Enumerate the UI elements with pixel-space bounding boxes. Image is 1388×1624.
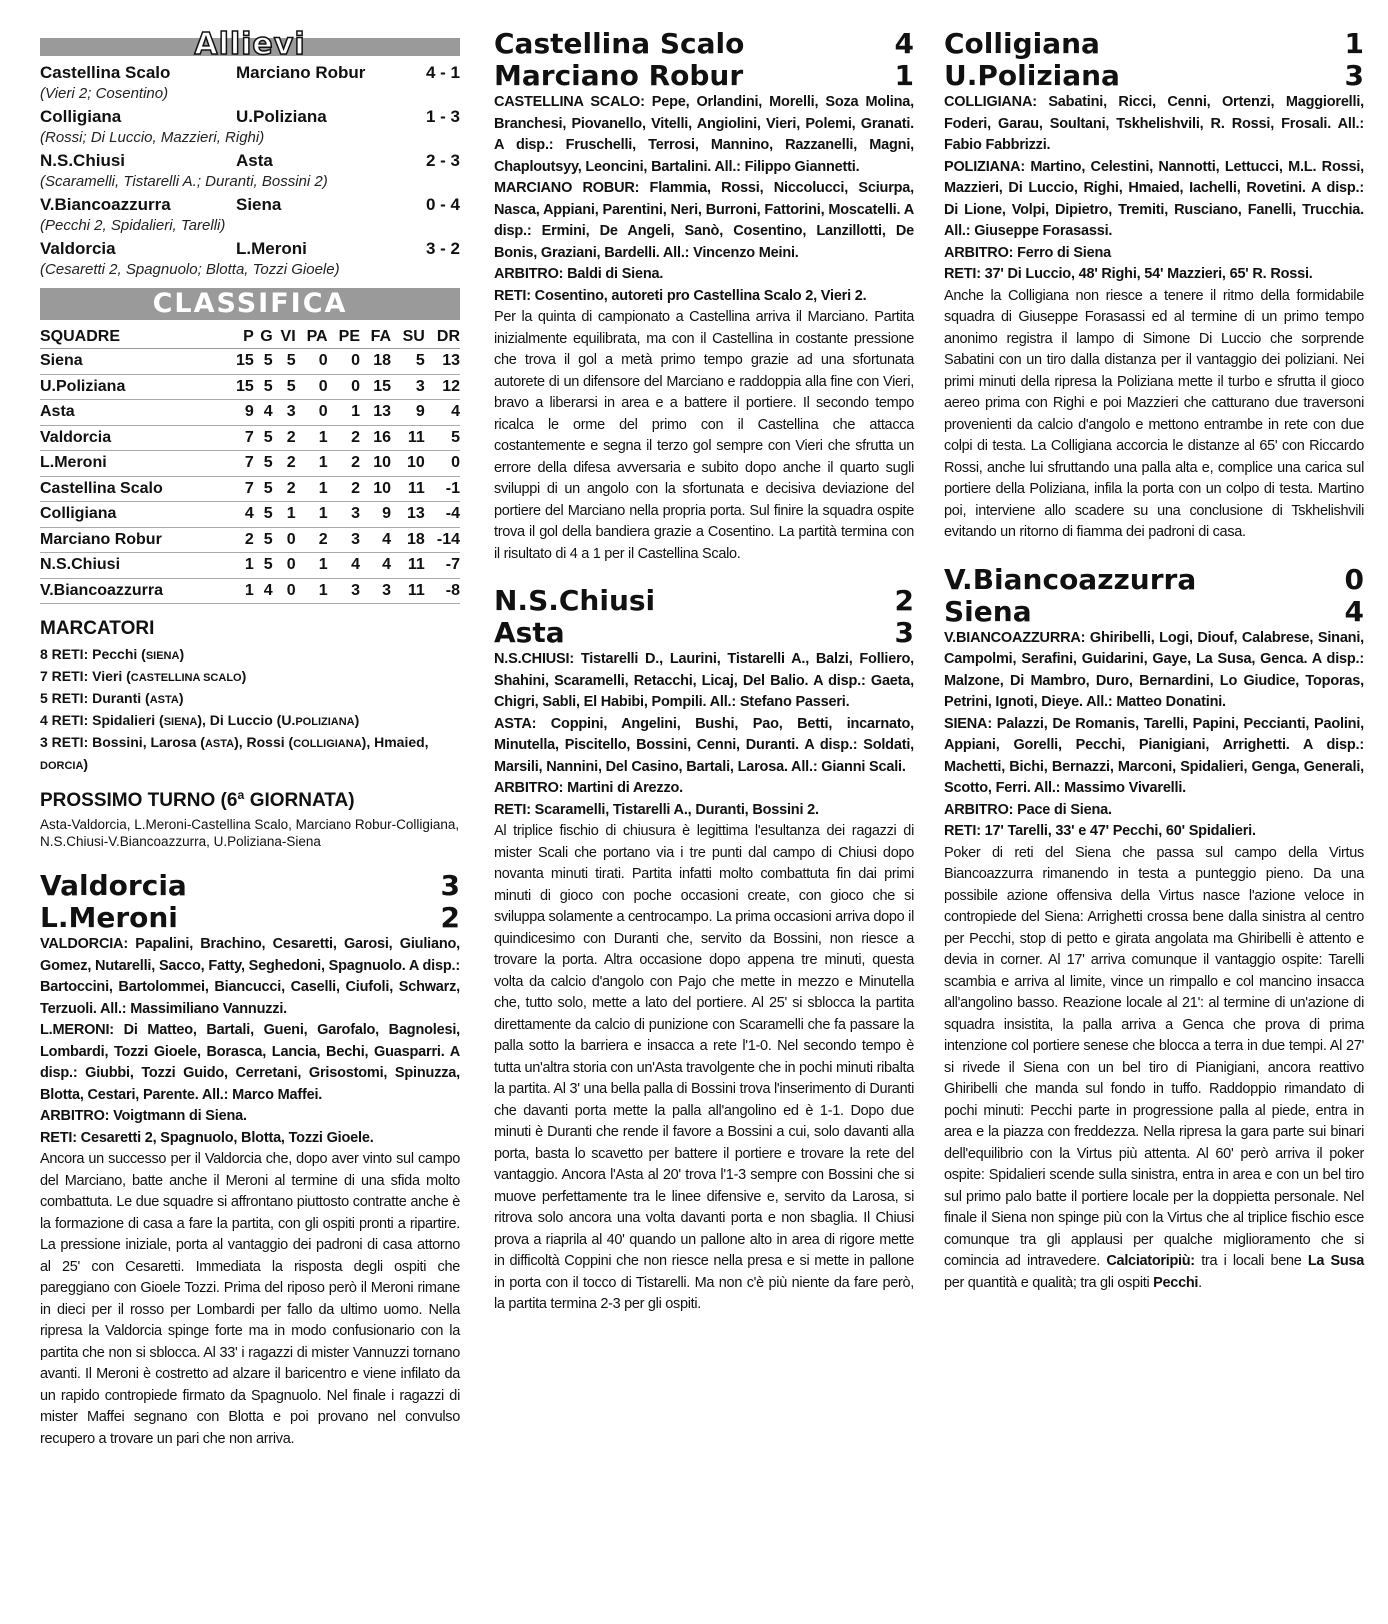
best-text-2: per quantità e qualità; tra gli ospiti <box>944 1274 1154 1291</box>
match-header-colligiana <box>944 28 1364 92</box>
home-team: Valdorcia <box>40 869 187 902</box>
stat-cell: 0 <box>273 553 296 579</box>
stat-cell: -7 <box>425 553 460 579</box>
scorer-text: ), Rossi ( <box>234 734 294 750</box>
home-lineup: N.S.CHIUSI: Tistarelli D., Laurini, Tistarelli A., Balzi, Folliero, Shahini, Scaramelli, Retacchi, Licaj, Del Balio. A disp.: Gaeta, Chigri, Sabli, El Habibi, Pompili. All.: Stefano Passeri. <box>494 651 914 710</box>
column-left <box>40 28 460 1450</box>
stat-cell: 4 <box>425 400 460 426</box>
team-name: Marciano Robur <box>40 527 227 553</box>
marcatori-list <box>40 644 460 776</box>
scorer-text: ), Di Luccio (U. <box>197 712 296 728</box>
score: 3 - 2 <box>425 239 460 258</box>
stat-cell: 1 <box>296 578 328 604</box>
referee: ARBITRO: Baldi di Siena. <box>494 266 664 282</box>
stat-cell: 0 <box>273 578 296 604</box>
classifica-header-row <box>40 326 460 349</box>
stat-cell: 2 <box>227 527 254 553</box>
classifica-table <box>40 326 460 604</box>
table-row <box>40 502 460 528</box>
goals: RETI: Cesaretti 2, Spagnuolo, Blotta, Tozzi Gioele. <box>40 1129 374 1146</box>
home-lineup: COLLIGIANA: Sabatini, Ricci, Cenni, Ortenzi, Maggiorelli, Foderi, Garau, Soultani, Tskhelishvili, R. Rossi, Frosali. All.: Fabio Fabbrizzi. <box>944 94 1364 153</box>
table-row <box>40 425 460 451</box>
stat-cell: 16 <box>360 425 391 451</box>
stat-cell: 5 <box>425 425 460 451</box>
stat-cell: 12 <box>425 374 460 400</box>
report-text: Poker di reti del Siena che passa sul campo della Virtus Biancoazzurra rimanendo in testa a punteggio pieno. Da una possibile azione offensiva della Virtus nasce l'azione veloce in contropiede del Siena: Arrighetti crossa bene dalla sinistra al centro per Pecchi, stop di petto e girata angolata ma Ghiribelli è attento e devia in corner. Al 17' arriva comunque il vantaggio ospite: Tarelli scambia e arriva al limite, vince un rimpallo e col mancino insacca all'angolino basso. Reazione locale al 21': al termine di un'azione di squadra insistita, la palla arriva a Genca che prova di prima intenzione col portiere senese che blocca a terra in due tempi. Al 27' si rivede il Siena con un bel tiro di Pianigiani, ancora reattivo Ghiribelli che manda sul fondo in tuffo. Raddoppio rimandato di pochi minuti: Pecchi parte in progressione palla al piede, entra in area e la piazza con freddezza. Nella ripresa la gara parte sui binari dell'equilibrio con la Virtus più attenta. Al 60' però arriva il poker ospite: Spidalieri scende sulla sinistra, entra in area e con un bel tiro sul primo palo batte il portiere locale per la doppietta personale. Nel finale il Siena non spinge più con la Virtus che al triplice fischio esce comunque tra gli applausi per qualche miglioramento che si comincia ad intravedere. <box>944 844 1364 1269</box>
match-header-biancoazzurra <box>944 564 1364 628</box>
team-name: N.S.Chiusi <box>40 553 227 579</box>
stat-cell: 5 <box>273 374 296 400</box>
stat-cell: 0 <box>296 349 328 375</box>
goals-label: 4 RETI: <box>40 712 89 728</box>
scorer-text: Bossini, Larosa ( <box>92 734 205 750</box>
stat-cell: 15 <box>227 374 254 400</box>
allievi-banner <box>40 27 460 62</box>
best-text-1: tra i locali bene <box>1194 1253 1308 1269</box>
scorer-line <box>40 732 460 776</box>
stat-cell: 2 <box>328 425 360 451</box>
stat-cell: 18 <box>360 349 391 375</box>
scorer-text: ) <box>83 756 89 772</box>
away-score: 3 <box>1344 59 1364 92</box>
stat-cell: 5 <box>254 425 273 451</box>
scorer-text: Spidalieri ( <box>92 712 164 728</box>
team-name: V.Biancoazzurra <box>40 578 227 604</box>
stat-cell: 5 <box>254 374 273 400</box>
team-name: Asta <box>40 400 227 426</box>
stat-cell: 11 <box>391 476 425 502</box>
stat-cell: 15 <box>227 349 254 375</box>
scorer-line <box>40 710 460 732</box>
scorer-line <box>40 666 460 688</box>
home-score: 2 <box>894 584 914 617</box>
column-header: G <box>254 326 273 349</box>
score: 0 - 4 <box>425 195 460 214</box>
home-lineup: CASTELLINA SCALO: Pepe, Orlandini, Morelli, Soza Molina, Branchesi, Piovanello, Vitelli, Angiolini, Vieri, Polemi, Granati. A disp.: Fruschelli, Terrosi, Mannino, Razzanelli, Magni, Chaploutsyy, Leoncini, Bartalini. All.: Filippo Giannetti. <box>494 94 914 175</box>
away-team: L.Meroni <box>236 239 307 258</box>
scorer-text: Duranti ( <box>92 690 150 706</box>
home-team: N.S.Chiusi <box>40 151 126 170</box>
away-team: Marciano Robur <box>494 59 744 92</box>
stat-cell: 1 <box>296 476 328 502</box>
stat-cell: 4 <box>254 578 273 604</box>
match-header-castellina <box>494 28 914 92</box>
away-lineup: ASTA: Coppini, Angelini, Bushi, Pao, Betti, incarnato, Minutella, Piscitello, Bossini, Cenni, Duranti. A disp.: Soldati, Marsili, Nannini, Del Casino, Bartali, Larosa. All.: Gianni Scali. <box>494 715 914 775</box>
stat-cell: 7 <box>227 476 254 502</box>
away-score: 3 <box>894 616 914 649</box>
stat-cell: 2 <box>296 527 328 553</box>
stat-cell: 1 <box>296 451 328 477</box>
best-home-player: La Susa <box>1307 1253 1364 1269</box>
stat-cell: 5 <box>254 527 273 553</box>
stat-cell: 2 <box>273 476 296 502</box>
stat-cell: 5 <box>254 476 273 502</box>
score: 4 - 1 <box>425 63 460 82</box>
stat-cell: 7 <box>227 451 254 477</box>
stat-cell: 1 <box>227 578 254 604</box>
stat-cell: 0 <box>425 451 460 477</box>
scorers: (Scaramelli, Tistarelli A.; Duranti, Bossini 2) <box>40 173 328 190</box>
stat-cell: 1 <box>296 553 328 579</box>
match-report: Al triplice fischio di chiusura è legittima l'esultanza dei ragazzi di mister Scali che portano via i tre punti dal campo di Chiusi dopo novanta minuti tirati. Partita infatti molto combattuta fin dai primi minuti di gioco con poche occasioni create, con gioco che si sviluppa solamente a centrocampo. La prima occasioni arriva dopo il quindicesimo con Duranti che, servito da Bossini, non riesce a trovare la porta. Altra occasione dopo appena tre minuti, questa volta da calcio d'angolo con Pajo che mette in mezzo e Minutella che, tutto solo, mette a lato del portiere. Al 25' si sblocca la partita direttamente da calcio di punizione con Scaramelli che fa passare la palla sotto la barriera e insacca a rete l'1-0. Nel secondo tempo è tutta un'altra storia con un'Asta travolgente che in pochi minuti ribalta la partita. Al 3' una bella palla di Bossini trova l'inserimento di Duranti che davanti porta mette la palla all'angolino ed è 1-1. Dopo due minuti è Duranti che rende il favore a Bossini a cui, solo davanti alla porta, basta lo scavetto per battere il portiere e trovare la rete del vantaggio. Ancora l'Asta al 20' trova l'1-3 sempre con Bossini che si muove perfettamente tra le linee difensive e, servito da Larosa, si ritrova solo ancora una volta davanti porta e non sbaglia. Il Chiusi prova a riaprila al 40' quando un pallone alto in area di rigore mette in difficoltà Coppini che non riesce nella presa e si mette in pallone in porta con il tocco di Tistarelli. Ma non c'è più niente da fare però, la partita termina 2-3 per gli ospiti. <box>494 823 914 1312</box>
stat-cell: 11 <box>391 553 425 579</box>
match-header-chiusi <box>494 585 914 649</box>
column-header: P <box>227 326 254 349</box>
team-smallcaps: COLLIGIANA <box>293 738 362 750</box>
stat-cell: 2 <box>273 451 296 477</box>
stat-cell: 3 <box>328 527 360 553</box>
table-row <box>40 553 460 579</box>
referee: ARBITRO: Pace di Siena. <box>944 801 1112 818</box>
home-score: 1 <box>1344 27 1364 60</box>
allievi-title: Allievi <box>194 27 306 62</box>
team-smallcaps: DORCIA <box>40 760 84 772</box>
stat-cell: 5 <box>254 502 273 528</box>
home-team: V.Biancoazzurra <box>944 562 1197 596</box>
home-score: 0 <box>1344 562 1364 596</box>
stat-cell: -4 <box>425 502 460 528</box>
team-smallcaps: CASTELLINA SCALO <box>130 672 242 684</box>
marcatori-title: MARCATORI <box>40 618 155 639</box>
scorers: (Cesaretti 2, Spagnuolo; Blotta, Tozzi Gioele) <box>40 261 340 278</box>
stat-cell: 15 <box>360 374 391 400</box>
column-header: PA <box>296 326 328 349</box>
away-team: Marciano Robur <box>236 63 366 82</box>
team-smallcaps: SIENA <box>163 716 198 728</box>
stat-cell: 13 <box>360 400 391 426</box>
table-row <box>40 374 460 400</box>
home-score: 3 <box>440 869 460 902</box>
team-name: Valdorcia <box>40 425 227 451</box>
stat-cell: 7 <box>227 425 254 451</box>
stat-cell: 11 <box>391 425 425 451</box>
best-players-label: Calciatoripiù: <box>1106 1253 1195 1269</box>
stat-cell: 11 <box>391 578 425 604</box>
stat-cell: 4 <box>254 400 273 426</box>
away-score: 1 <box>894 59 914 92</box>
match-report: Per la quinta di campionato a Castellina arriva il Marciano. Partita inizialmente equilibrata, ma con il Castellina in costante pressione che trova il gol a metà primo tempo grazie ad una sfortunata autorete di un difensore del Marciano e raddoppia alla fine con Vieri, bravo a liberarsi in area e a battere il portiere. Il secondo tempo ricalca le orme del primo con il Castellina che attacca costantemente e segna il terzo gol sempre con Vieri che sfrutta un errore della difesa avversaria e subito dopo anche il quarto sugli sviluppi di un angolo con la sfortunata e decisiva deviazione del portiere del Marciano nella propria porta. Sul finire la squadra ospite trova il gol della bandiera grazie a Cosentino. La partità termina con il risultato di 4 a 1 per il Castellina Scalo. <box>494 309 914 562</box>
stat-cell: 0 <box>328 349 360 375</box>
stat-cell: 0 <box>328 374 360 400</box>
home-lineup: VALDORCIA: Papalini, Brachino, Cesaretti, Garosi, Giuliano, Gomez, Nutarelli, Sacco, Fatty, Seghedoni, Spagnuolo. A disp.: Bartoccini, Bartolommei, Biancucci, Caselli, Ciufoli, Schwarz, Terzuoli. All.: Massimiliano Vannuzzi. <box>40 936 460 1017</box>
home-score: 4 <box>894 27 914 60</box>
result-row <box>40 106 460 128</box>
referee: ARBITRO: Voigtmann di Siena. <box>40 1108 247 1124</box>
home-team: Colligiana <box>944 27 1100 60</box>
away-team: U.Poliziana <box>944 59 1120 92</box>
goals: RETI: 37' Di Luccio, 48' Righi, 54' Mazzieri, 65' R. Rossi. <box>944 266 1313 282</box>
team-smallcaps: ASTA <box>149 694 179 706</box>
column-header: DR <box>425 326 460 349</box>
home-team: N.S.Chiusi <box>494 584 656 617</box>
team-name: Colligiana <box>40 502 227 528</box>
match-report: Anche la Colligiana non riesce a tenere il ritmo della formidabile squadra di Giuseppe Forasassi ed al termine di un primo tempo anonimo registra il lampo di Simone Di Luccio che sorprende Sabatini con un tiro dalla distanza per il vantaggio dei poliziani. Nei primi minuti della ripresa la Poliziana mette il turbo e sfrutta il gioco aereo prima con Righi e poi Mazzieri che catturano due traversoni provenienti da calcio d'angolo e mettono entrambe in rete con due colpi di testa. La Colligiana accorcia le distanze al 65' con Riccardo Rossi, anche lui sfruttando una palla alta e, complice una carica sul portiere della Poliziana, infila la porta con un colpo di testa. Martino poi, interviene allo scadere su una conclusione di Tskhelishvili evitando un ritorno di fiamma dei padroni di casa. <box>944 287 1364 540</box>
stat-cell: 0 <box>273 527 296 553</box>
stat-cell: 10 <box>360 476 391 502</box>
scorer-text: Vieri ( <box>92 668 131 684</box>
stat-cell: 2 <box>273 425 296 451</box>
stat-cell: 2 <box>328 451 360 477</box>
team-name: Siena <box>40 349 227 375</box>
scorer-line <box>40 688 460 710</box>
table-row <box>40 578 460 604</box>
stat-cell: 10 <box>360 451 391 477</box>
scorer-text: ) <box>178 690 184 706</box>
home-team: V.Biancoazzurra <box>40 195 171 214</box>
stat-cell: 18 <box>391 527 425 553</box>
away-team: Siena <box>236 195 282 214</box>
stat-cell: 10 <box>391 451 425 477</box>
stat-cell: 1 <box>296 425 328 451</box>
classifica-title: CLASSIFICA <box>152 288 348 319</box>
column-header: SQUADRE <box>40 326 227 349</box>
team-name: L.Meroni <box>40 451 227 477</box>
goals-label: 3 RETI: <box>40 734 89 750</box>
away-lineup: POLIZIANA: Martino, Celestini, Nannotti, Lettucci, M.L. Rossi, Mazzieri, Di Luccio, Righi, Hmaied, Iachelli, Rovetini. A disp.: Di Lione, Volpi, Dipietro, Tremiti, Rusciano, Fanelli, Trucchia. All.: Giuseppe Forasassi. <box>944 158 1364 239</box>
scorer-text: ), Hmaied, <box>361 734 429 750</box>
result-row <box>40 194 460 216</box>
stat-cell: 2 <box>328 476 360 502</box>
goals: RETI: 17' Tarelli, 33' e 47' Pecchi, 60' Spidalieri. <box>944 823 1256 839</box>
stat-cell: 1 <box>227 553 254 579</box>
stat-cell: -8 <box>425 578 460 604</box>
stat-cell: 3 <box>273 400 296 426</box>
scorer-text: ) <box>354 712 360 728</box>
team-smallcaps: SIENA <box>145 650 180 662</box>
stat-cell: 4 <box>227 502 254 528</box>
stat-cell: 0 <box>296 400 328 426</box>
goals-label: 7 RETI: <box>40 668 89 684</box>
away-team: U.Poliziana <box>236 107 327 126</box>
result-row <box>40 62 460 84</box>
score: 2 - 3 <box>425 151 460 170</box>
stat-cell: 5 <box>391 349 425 375</box>
home-team: Colligiana <box>40 107 122 126</box>
stat-cell: 13 <box>425 349 460 375</box>
results-list <box>40 62 460 280</box>
stat-cell: -14 <box>425 527 460 553</box>
prossimo-turno-title: PROSSIMO TURNO (6ª GIORNATA) <box>40 790 355 811</box>
home-team: Valdorcia <box>40 239 116 258</box>
result-row <box>40 238 460 260</box>
stat-cell: 3 <box>360 578 391 604</box>
score: 1 - 3 <box>425 107 460 126</box>
goals-label: 5 RETI: <box>40 690 89 706</box>
team-smallcaps: ASTA <box>204 738 235 750</box>
best-away-player: Pecchi <box>1153 1274 1199 1291</box>
column-header: PE <box>328 326 360 349</box>
column-right <box>944 28 1364 1294</box>
stat-cell: 4 <box>360 553 391 579</box>
away-lineup: L.MERONI: Di Matteo, Bartali, Gueni, Garofalo, Bagnolesi, Lombardi, Tozzi Gioele, Borasca, Lancia, Bechi, Guasparri. A disp.: Giubbi, Tozzi Guido, Cerretani, Grisostomi, Spinuzza, Blotta, Cestari, Parente. All.: Marco Maffei. <box>40 1022 460 1103</box>
scorers: (Rossi; Di Luccio, Mazzieri, Righi) <box>40 129 265 146</box>
referee: ARBITRO: Ferro di Siena <box>944 244 1111 261</box>
scorer-text: ) <box>179 646 185 662</box>
stat-cell: 1 <box>273 502 296 528</box>
goals: RETI: Scaramelli, Tistarelli A., Duranti, Bossini 2. <box>494 801 819 818</box>
stat-cell: 1 <box>328 400 360 426</box>
scorer-text: Pecchi ( <box>92 646 146 662</box>
away-score: 2 <box>440 901 460 934</box>
away-team: L.Meroni <box>40 901 178 934</box>
home-lineup: V.BIANCOAZZURRA: Ghiribelli, Logi, Diouf, Calabrese, Sinani, Campolmi, Serafini, Guidarini, Gaye, La Susa, Genca. A disp.: Malzone, Di Mambro, Duro, Bernardini, Lo Giudice, Toporas, Petrini, Ignoti, Dieye. All.: Matteo Donatini. <box>944 629 1364 710</box>
referee: ARBITRO: Martini di Arezzo. <box>494 780 684 796</box>
stat-cell: 0 <box>296 374 328 400</box>
column-header: SU <box>391 326 425 349</box>
goals-label: 8 RETI: <box>40 646 89 662</box>
match-report: Ancora un successo per il Valdorcia che, dopo aver vinto sul campo del Marciano, batte anche il Meroni al termine di una sfida molto combattuta. Le due squadre si affrontano piuttosto contratte anche è la formazione di casa a fare la partita, con gli ospiti pronti a ripartire. La pressione iniziale, porta al vantaggio dei padroni di casa attorno al 25' con Cesaretti. Immediata la risposta degli ospiti che pareggiano con Gioele Tozzi. Prima del riposo però il Meroni rimane in dieci per il rosso per Lombardi per fallo da ultimo uomo. Nella ripresa la Valdorcia spinge forte ma in modo confusionario con la partita che non si sblocca. Al 33' i ragazzi di mister Vannuzzi tornano avanti. Il Meroni è costretto ad alzare il baricentro e viene infilato da un rapido contropiede firmato da Spagnuolo. Nel finale i ragazzi di mister Maffei segnano con Blotta e poi provano nel convulso recupero a trovare un pari che non arriva. <box>40 1151 460 1447</box>
stat-cell: 9 <box>391 400 425 426</box>
column-middle <box>494 28 914 1316</box>
stat-cell: 5 <box>254 553 273 579</box>
stat-cell: 5 <box>254 349 273 375</box>
stat-cell: 5 <box>254 451 273 477</box>
home-team: Castellina Scalo <box>494 27 745 60</box>
away-team: Siena <box>944 594 1032 628</box>
stat-cell: 9 <box>227 400 254 426</box>
team-name: U.Poliziana <box>40 374 227 400</box>
stat-cell: 3 <box>328 502 360 528</box>
stat-cell: 5 <box>273 349 296 375</box>
table-row <box>40 451 460 477</box>
prossimo-turno-text: Asta-Valdorcia, L.Meroni-Castellina Scalo, Marciano Robur-Colligiana, N.S.Chiusi-V.Biancoazzurra, U.Poliziana-Siena <box>40 817 460 849</box>
stat-cell: 3 <box>328 578 360 604</box>
away-team: Asta <box>236 151 273 170</box>
table-row <box>40 476 460 502</box>
scorers: (Pecchi 2, Spidalieri, Tarelli) <box>40 217 226 234</box>
away-team: Asta <box>494 616 565 649</box>
result-row <box>40 150 460 172</box>
match-header-valdorcia <box>40 870 460 934</box>
match-report <box>944 843 1364 1295</box>
best-end: . <box>1198 1274 1202 1291</box>
stat-cell: 1 <box>296 502 328 528</box>
scorer-text: ) <box>241 668 247 684</box>
stat-cell: -1 <box>425 476 460 502</box>
stat-cell: 13 <box>391 502 425 528</box>
scorers: (Vieri 2; Cosentino) <box>40 85 169 102</box>
team-name: Castellina Scalo <box>40 476 227 502</box>
home-team: Castellina Scalo <box>40 63 171 82</box>
stat-cell: 4 <box>360 527 391 553</box>
column-header: FA <box>360 326 391 349</box>
table-row <box>40 400 460 426</box>
stat-cell: 4 <box>328 553 360 579</box>
column-header: VI <box>273 326 296 349</box>
classifica-banner <box>40 288 460 320</box>
away-lineup: SIENA: Palazzi, De Romanis, Tarelli, Papini, Peccianti, Paolini, Appiani, Gorelli, Pecchi, Pianigiani, Arrighetti. A disp.: Machetti, Bichi, Bernazzi, Marconi, Spidalieri, Genga, Generali, Scotto, Ferri. All.: Massimo Vivarelli. <box>944 715 1364 796</box>
stat-cell: 3 <box>391 374 425 400</box>
away-score: 4 <box>1344 594 1364 628</box>
scorer-line <box>40 644 460 666</box>
away-lineup: MARCIANO ROBUR: Flammia, Rossi, Niccolucci, Sciurpa, Nasca, Appiani, Parentini, Neri, Burroni, Fattorini, Moscatelli. A disp.: Ermini, De Angeli, Sanò, Cosentino, Lanzillotti, De Bonis, Graziani, Bardelli. All.: Vincenzo Meini. <box>494 180 914 261</box>
stat-cell: 9 <box>360 502 391 528</box>
goals: RETI: Cosentino, autoreti pro Castellina Scalo 2, Vieri 2. <box>494 287 867 304</box>
table-row <box>40 349 460 375</box>
team-smallcaps: POLIZIANA <box>295 716 355 728</box>
table-row <box>40 527 460 553</box>
